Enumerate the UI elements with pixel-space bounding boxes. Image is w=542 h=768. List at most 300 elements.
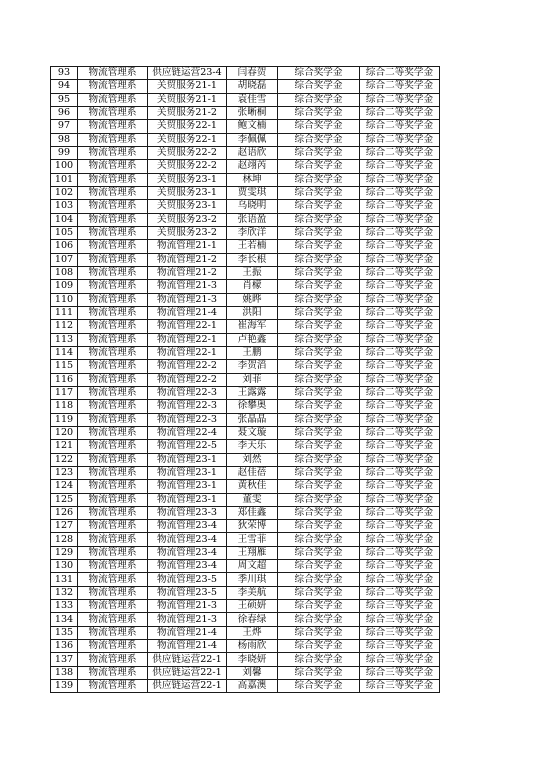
table-row <box>51 213 440 226</box>
cell-class: 物流管理23-1 <box>148 493 227 506</box>
cell-class: 关贸服务22-1 <box>148 133 227 146</box>
cell-class: 物流管理23-4 <box>148 533 227 546</box>
cell-student-name: 袁佳雪 <box>227 93 278 106</box>
cell-class: 物流管理23-4 <box>148 520 227 533</box>
cell-award-level: 综合二等奖学金 <box>360 160 440 173</box>
cell-serial-number: 98 <box>51 133 78 146</box>
cell-class: 物流管理21-4 <box>148 306 227 319</box>
cell-award-type: 综合奖学金 <box>278 200 360 213</box>
cell-department: 物流管理系 <box>78 346 148 359</box>
cell-department: 物流管理系 <box>78 386 148 399</box>
cell-award-type: 综合奖学金 <box>278 666 360 679</box>
cell-award-type: 综合奖学金 <box>278 240 360 253</box>
cell-award-level: 综合二等奖学金 <box>360 186 440 199</box>
table-row <box>51 266 440 279</box>
cell-department: 物流管理系 <box>78 373 148 386</box>
cell-class: 关贸服务23-1 <box>148 186 227 199</box>
cell-department: 物流管理系 <box>78 626 148 639</box>
cell-student-name: 赵翊芮 <box>227 160 278 173</box>
cell-award-level: 综合二等奖学金 <box>360 293 440 306</box>
cell-serial-number: 108 <box>51 266 78 279</box>
cell-department: 物流管理系 <box>78 253 148 266</box>
table-row <box>51 480 440 493</box>
cell-award-level: 综合二等奖学金 <box>360 120 440 133</box>
table-row <box>51 93 440 106</box>
table-row <box>51 426 440 439</box>
table-row <box>51 680 440 693</box>
cell-award-level: 综合三等奖学金 <box>360 626 440 639</box>
cell-class: 物流管理23-3 <box>148 506 227 519</box>
cell-serial-number: 123 <box>51 466 78 479</box>
cell-department: 物流管理系 <box>78 360 148 373</box>
cell-class: 物流管理22-3 <box>148 386 227 399</box>
table-row <box>51 493 440 506</box>
cell-award-type: 综合奖学金 <box>278 626 360 639</box>
cell-serial-number: 130 <box>51 560 78 573</box>
cell-class: 关贸服务23-2 <box>148 213 227 226</box>
table-row <box>51 653 440 666</box>
table-row <box>51 333 440 346</box>
cell-department: 物流管理系 <box>78 240 148 253</box>
cell-department: 物流管理系 <box>78 506 148 519</box>
cell-serial-number: 110 <box>51 293 78 306</box>
cell-student-name: 乌晓明 <box>227 200 278 213</box>
cell-award-type: 综合奖学金 <box>278 106 360 119</box>
cell-class: 关贸服务23-1 <box>148 173 227 186</box>
cell-award-type: 综合奖学金 <box>278 533 360 546</box>
cell-class: 物流管理22-5 <box>148 440 227 453</box>
cell-award-type: 综合奖学金 <box>278 93 360 106</box>
cell-class: 关贸服务21-1 <box>148 93 227 106</box>
cell-award-level: 综合二等奖学金 <box>360 480 440 493</box>
table-row <box>51 120 440 133</box>
cell-student-name: 郑佳鑫 <box>227 506 278 519</box>
cell-serial-number: 99 <box>51 146 78 159</box>
cell-award-level: 综合三等奖学金 <box>360 666 440 679</box>
cell-award-level: 综合二等奖学金 <box>360 360 440 373</box>
cell-department: 物流管理系 <box>78 480 148 493</box>
cell-class: 物流管理22-4 <box>148 426 227 439</box>
cell-serial-number: 129 <box>51 546 78 559</box>
table-row <box>51 200 440 213</box>
table-row <box>51 520 440 533</box>
cell-serial-number: 109 <box>51 280 78 293</box>
cell-award-level: 综合三等奖学金 <box>360 653 440 666</box>
cell-student-name: 肖檬 <box>227 280 278 293</box>
cell-award-level: 综合二等奖学金 <box>360 266 440 279</box>
cell-serial-number: 102 <box>51 186 78 199</box>
cell-award-level: 综合二等奖学金 <box>360 106 440 119</box>
cell-award-type: 综合奖学金 <box>278 613 360 626</box>
cell-award-type: 综合奖学金 <box>278 386 360 399</box>
cell-department: 物流管理系 <box>78 213 148 226</box>
cell-award-level: 综合二等奖学金 <box>360 466 440 479</box>
table-row <box>51 453 440 466</box>
cell-award-level: 综合二等奖学金 <box>360 346 440 359</box>
table-row <box>51 506 440 519</box>
cell-class: 物流管理23-5 <box>148 586 227 599</box>
table-row <box>51 160 440 173</box>
cell-award-level: 综合二等奖学金 <box>360 67 440 80</box>
cell-serial-number: 113 <box>51 333 78 346</box>
table-row <box>51 133 440 146</box>
cell-serial-number: 122 <box>51 453 78 466</box>
cell-award-type: 综合奖学金 <box>278 586 360 599</box>
cell-department: 物流管理系 <box>78 67 148 80</box>
cell-department: 物流管理系 <box>78 533 148 546</box>
cell-serial-number: 97 <box>51 120 78 133</box>
cell-student-name: 刘菲 <box>227 373 278 386</box>
table-row <box>51 546 440 559</box>
cell-award-type: 综合奖学金 <box>278 320 360 333</box>
cell-serial-number: 111 <box>51 306 78 319</box>
cell-award-level: 综合二等奖学金 <box>360 520 440 533</box>
cell-student-name: 高嘉澳 <box>227 680 278 693</box>
cell-class: 物流管理23-5 <box>148 573 227 586</box>
cell-award-type: 综合奖学金 <box>278 466 360 479</box>
cell-class: 物流管理23-1 <box>148 466 227 479</box>
table-row <box>51 306 440 319</box>
cell-class: 关贸服务21-2 <box>148 106 227 119</box>
table-row <box>51 346 440 359</box>
cell-student-name: 王硕妍 <box>227 600 278 613</box>
cell-student-name: 胡晓磊 <box>227 80 278 93</box>
cell-serial-number: 119 <box>51 413 78 426</box>
cell-class: 供应链运营22-1 <box>148 680 227 693</box>
cell-student-name: 林坤 <box>227 173 278 186</box>
cell-student-name: 王烨 <box>227 626 278 639</box>
cell-award-type: 综合奖学金 <box>278 120 360 133</box>
cell-student-name: 聂文璇 <box>227 426 278 439</box>
cell-department: 物流管理系 <box>78 666 148 679</box>
cell-student-name: 王若楠 <box>227 240 278 253</box>
cell-serial-number: 104 <box>51 213 78 226</box>
cell-award-type: 综合奖学金 <box>278 306 360 319</box>
cell-award-level: 综合二等奖学金 <box>360 280 440 293</box>
cell-award-level: 综合二等奖学金 <box>360 413 440 426</box>
table-row <box>51 560 440 573</box>
table-row <box>51 240 440 253</box>
cell-student-name: 李晓妍 <box>227 653 278 666</box>
cell-department: 物流管理系 <box>78 653 148 666</box>
cell-award-level: 综合二等奖学金 <box>360 373 440 386</box>
cell-student-name: 卢艳鑫 <box>227 333 278 346</box>
cell-class: 物流管理22-2 <box>148 373 227 386</box>
cell-department: 物流管理系 <box>78 293 148 306</box>
cell-serial-number: 135 <box>51 626 78 639</box>
cell-student-name: 闫春贺 <box>227 67 278 80</box>
cell-class: 关贸服务22-2 <box>148 160 227 173</box>
cell-serial-number: 101 <box>51 173 78 186</box>
cell-award-type: 综合奖学金 <box>278 253 360 266</box>
cell-department: 物流管理系 <box>78 600 148 613</box>
cell-serial-number: 103 <box>51 200 78 213</box>
table-row <box>51 146 440 159</box>
table-row <box>51 586 440 599</box>
cell-student-name: 王鹏 <box>227 346 278 359</box>
cell-department: 物流管理系 <box>78 573 148 586</box>
cell-serial-number: 95 <box>51 93 78 106</box>
cell-award-level: 综合二等奖学金 <box>360 226 440 239</box>
cell-student-name: 姚晔 <box>227 293 278 306</box>
cell-department: 物流管理系 <box>78 560 148 573</box>
table-row <box>51 293 440 306</box>
cell-serial-number: 105 <box>51 226 78 239</box>
cell-award-type: 综合奖学金 <box>278 280 360 293</box>
cell-class: 物流管理22-2 <box>148 360 227 373</box>
table-body <box>51 67 440 693</box>
cell-award-level: 综合二等奖学金 <box>360 93 440 106</box>
table-row <box>51 600 440 613</box>
cell-department: 物流管理系 <box>78 333 148 346</box>
cell-class: 供应链运营23-4 <box>148 67 227 80</box>
cell-award-type: 综合奖学金 <box>278 360 360 373</box>
cell-serial-number: 117 <box>51 386 78 399</box>
cell-class: 关贸服务22-1 <box>148 120 227 133</box>
cell-class: 物流管理22-3 <box>148 413 227 426</box>
table-row <box>51 226 440 239</box>
table-row <box>51 360 440 373</box>
cell-student-name: 王翔雁 <box>227 546 278 559</box>
cell-award-level: 综合二等奖学金 <box>360 400 440 413</box>
cell-department: 物流管理系 <box>78 680 148 693</box>
cell-serial-number: 125 <box>51 493 78 506</box>
cell-award-type: 综合奖学金 <box>278 520 360 533</box>
cell-award-type: 综合奖学金 <box>278 213 360 226</box>
cell-award-type: 综合奖学金 <box>278 346 360 359</box>
cell-class: 物流管理21-3 <box>148 600 227 613</box>
cell-class: 物流管理21-1 <box>148 240 227 253</box>
cell-serial-number: 96 <box>51 106 78 119</box>
cell-department: 物流管理系 <box>78 466 148 479</box>
cell-serial-number: 126 <box>51 506 78 519</box>
table-row <box>51 186 440 199</box>
cell-student-name: 黄秋佳 <box>227 480 278 493</box>
cell-student-name: 王雪菲 <box>227 533 278 546</box>
table-row <box>51 386 440 399</box>
cell-student-name: 王振 <box>227 266 278 279</box>
cell-student-name: 李天乐 <box>227 440 278 453</box>
cell-award-level: 综合二等奖学金 <box>360 146 440 159</box>
table-row <box>51 106 440 119</box>
cell-serial-number: 131 <box>51 573 78 586</box>
cell-serial-number: 93 <box>51 67 78 80</box>
table-row <box>51 640 440 653</box>
cell-department: 物流管理系 <box>78 133 148 146</box>
cell-class: 物流管理22-1 <box>148 333 227 346</box>
table-row <box>51 413 440 426</box>
cell-class: 供应链运营22-1 <box>148 653 227 666</box>
cell-department: 物流管理系 <box>78 200 148 213</box>
cell-award-level: 综合三等奖学金 <box>360 640 440 653</box>
cell-serial-number: 137 <box>51 653 78 666</box>
cell-award-level: 综合二等奖学金 <box>360 560 440 573</box>
cell-class: 物流管理21-4 <box>148 626 227 639</box>
cell-award-type: 综合奖学金 <box>278 640 360 653</box>
cell-award-type: 综合奖学金 <box>278 400 360 413</box>
cell-department: 物流管理系 <box>78 280 148 293</box>
cell-student-name: 张语盈 <box>227 213 278 226</box>
cell-class: 物流管理21-3 <box>148 613 227 626</box>
cell-student-name: 李欣洋 <box>227 226 278 239</box>
cell-student-name: 李佩佩 <box>227 133 278 146</box>
cell-award-type: 综合奖学金 <box>278 653 360 666</box>
cell-award-level: 综合二等奖学金 <box>360 253 440 266</box>
table-row <box>51 67 440 80</box>
cell-serial-number: 124 <box>51 480 78 493</box>
cell-class: 物流管理21-3 <box>148 293 227 306</box>
cell-class: 关贸服务23-2 <box>148 226 227 239</box>
cell-award-type: 综合奖学金 <box>278 226 360 239</box>
cell-department: 物流管理系 <box>78 266 148 279</box>
cell-class: 物流管理22-3 <box>148 400 227 413</box>
cell-student-name: 徐攀奥 <box>227 400 278 413</box>
table-row <box>51 373 440 386</box>
cell-award-type: 综合奖学金 <box>278 173 360 186</box>
table-row <box>51 613 440 626</box>
table-row <box>51 666 440 679</box>
cell-award-level: 综合二等奖学金 <box>360 213 440 226</box>
cell-serial-number: 100 <box>51 160 78 173</box>
cell-award-level: 综合二等奖学金 <box>360 546 440 559</box>
cell-serial-number: 116 <box>51 373 78 386</box>
table-row <box>51 626 440 639</box>
cell-student-name: 张晰桐 <box>227 106 278 119</box>
cell-award-level: 综合二等奖学金 <box>360 506 440 519</box>
cell-award-type: 综合奖学金 <box>278 506 360 519</box>
cell-award-level: 综合二等奖学金 <box>360 333 440 346</box>
cell-award-level: 综合二等奖学金 <box>360 426 440 439</box>
cell-student-name: 王露露 <box>227 386 278 399</box>
cell-award-type: 综合奖学金 <box>278 373 360 386</box>
cell-class: 物流管理23-1 <box>148 453 227 466</box>
cell-student-name: 赵佳蓓 <box>227 466 278 479</box>
cell-class: 关贸服务23-1 <box>148 200 227 213</box>
cell-award-type: 综合奖学金 <box>278 426 360 439</box>
cell-department: 物流管理系 <box>78 80 148 93</box>
cell-class: 关贸服务22-2 <box>148 146 227 159</box>
table-row <box>51 466 440 479</box>
cell-department: 物流管理系 <box>78 586 148 599</box>
cell-department: 物流管理系 <box>78 400 148 413</box>
cell-award-level: 综合二等奖学金 <box>360 440 440 453</box>
cell-student-name: 李美航 <box>227 586 278 599</box>
cell-student-name: 李长根 <box>227 253 278 266</box>
cell-award-type: 综合奖学金 <box>278 440 360 453</box>
cell-student-name: 季川琪 <box>227 573 278 586</box>
cell-student-name: 刘然 <box>227 453 278 466</box>
cell-department: 物流管理系 <box>78 173 148 186</box>
cell-award-level: 综合二等奖学金 <box>360 173 440 186</box>
cell-department: 物流管理系 <box>78 640 148 653</box>
table-row <box>51 173 440 186</box>
cell-award-level: 综合二等奖学金 <box>360 453 440 466</box>
cell-award-type: 综合奖学金 <box>278 160 360 173</box>
cell-serial-number: 128 <box>51 533 78 546</box>
cell-department: 物流管理系 <box>78 106 148 119</box>
cell-award-level: 综合三等奖学金 <box>360 600 440 613</box>
cell-student-name: 杨雨欣 <box>227 640 278 653</box>
cell-department: 物流管理系 <box>78 546 148 559</box>
cell-department: 物流管理系 <box>78 413 148 426</box>
table-row <box>51 253 440 266</box>
cell-award-type: 综合奖学金 <box>278 546 360 559</box>
table-row <box>51 533 440 546</box>
cell-student-name: 狄荣博 <box>227 520 278 533</box>
cell-class: 物流管理23-1 <box>148 480 227 493</box>
cell-award-type: 综合奖学金 <box>278 80 360 93</box>
cell-class: 供应链运营22-1 <box>148 666 227 679</box>
cell-class: 物流管理23-4 <box>148 546 227 559</box>
cell-department: 物流管理系 <box>78 613 148 626</box>
cell-award-type: 综合奖学金 <box>278 480 360 493</box>
table-row <box>51 573 440 586</box>
cell-student-name: 董雯 <box>227 493 278 506</box>
cell-class: 物流管理21-2 <box>148 266 227 279</box>
cell-class: 物流管理21-4 <box>148 640 227 653</box>
cell-department: 物流管理系 <box>78 520 148 533</box>
table-row <box>51 80 440 93</box>
cell-serial-number: 94 <box>51 80 78 93</box>
cell-serial-number: 121 <box>51 440 78 453</box>
cell-department: 物流管理系 <box>78 146 148 159</box>
cell-student-name: 李贺滔 <box>227 360 278 373</box>
cell-student-name: 贾雯琪 <box>227 186 278 199</box>
cell-award-type: 综合奖学金 <box>278 146 360 159</box>
cell-award-level: 综合二等奖学金 <box>360 320 440 333</box>
cell-department: 物流管理系 <box>78 320 148 333</box>
cell-serial-number: 134 <box>51 613 78 626</box>
cell-award-type: 综合奖学金 <box>278 600 360 613</box>
cell-award-type: 综合奖学金 <box>278 186 360 199</box>
cell-department: 物流管理系 <box>78 186 148 199</box>
table-row <box>51 320 440 333</box>
cell-department: 物流管理系 <box>78 493 148 506</box>
cell-department: 物流管理系 <box>78 440 148 453</box>
table-row <box>51 440 440 453</box>
cell-award-type: 综合奖学金 <box>278 413 360 426</box>
table-row <box>51 280 440 293</box>
cell-award-type: 综合奖学金 <box>278 133 360 146</box>
cell-award-level: 综合二等奖学金 <box>360 533 440 546</box>
cell-student-name: 赵语欣 <box>227 146 278 159</box>
cell-department: 物流管理系 <box>78 160 148 173</box>
cell-serial-number: 112 <box>51 320 78 333</box>
cell-award-type: 综合奖学金 <box>278 293 360 306</box>
cell-award-level: 综合二等奖学金 <box>360 240 440 253</box>
cell-department: 物流管理系 <box>78 120 148 133</box>
cell-award-level: 综合二等奖学金 <box>360 586 440 599</box>
cell-student-name: 周文超 <box>227 560 278 573</box>
cell-serial-number: 114 <box>51 346 78 359</box>
cell-award-type: 综合奖学金 <box>278 680 360 693</box>
cell-award-level: 综合二等奖学金 <box>360 493 440 506</box>
cell-serial-number: 133 <box>51 600 78 613</box>
cell-class: 物流管理22-1 <box>148 346 227 359</box>
cell-award-type: 综合奖学金 <box>278 573 360 586</box>
cell-serial-number: 138 <box>51 666 78 679</box>
cell-student-name: 张晶晶 <box>227 413 278 426</box>
cell-serial-number: 107 <box>51 253 78 266</box>
cell-class: 物流管理23-4 <box>148 560 227 573</box>
scholarship-table <box>50 66 440 693</box>
cell-student-name: 徐春绿 <box>227 613 278 626</box>
cell-award-type: 综合奖学金 <box>278 67 360 80</box>
cell-award-level: 综合二等奖学金 <box>360 306 440 319</box>
cell-award-type: 综合奖学金 <box>278 333 360 346</box>
cell-award-level: 综合二等奖学金 <box>360 80 440 93</box>
cell-award-type: 综合奖学金 <box>278 560 360 573</box>
